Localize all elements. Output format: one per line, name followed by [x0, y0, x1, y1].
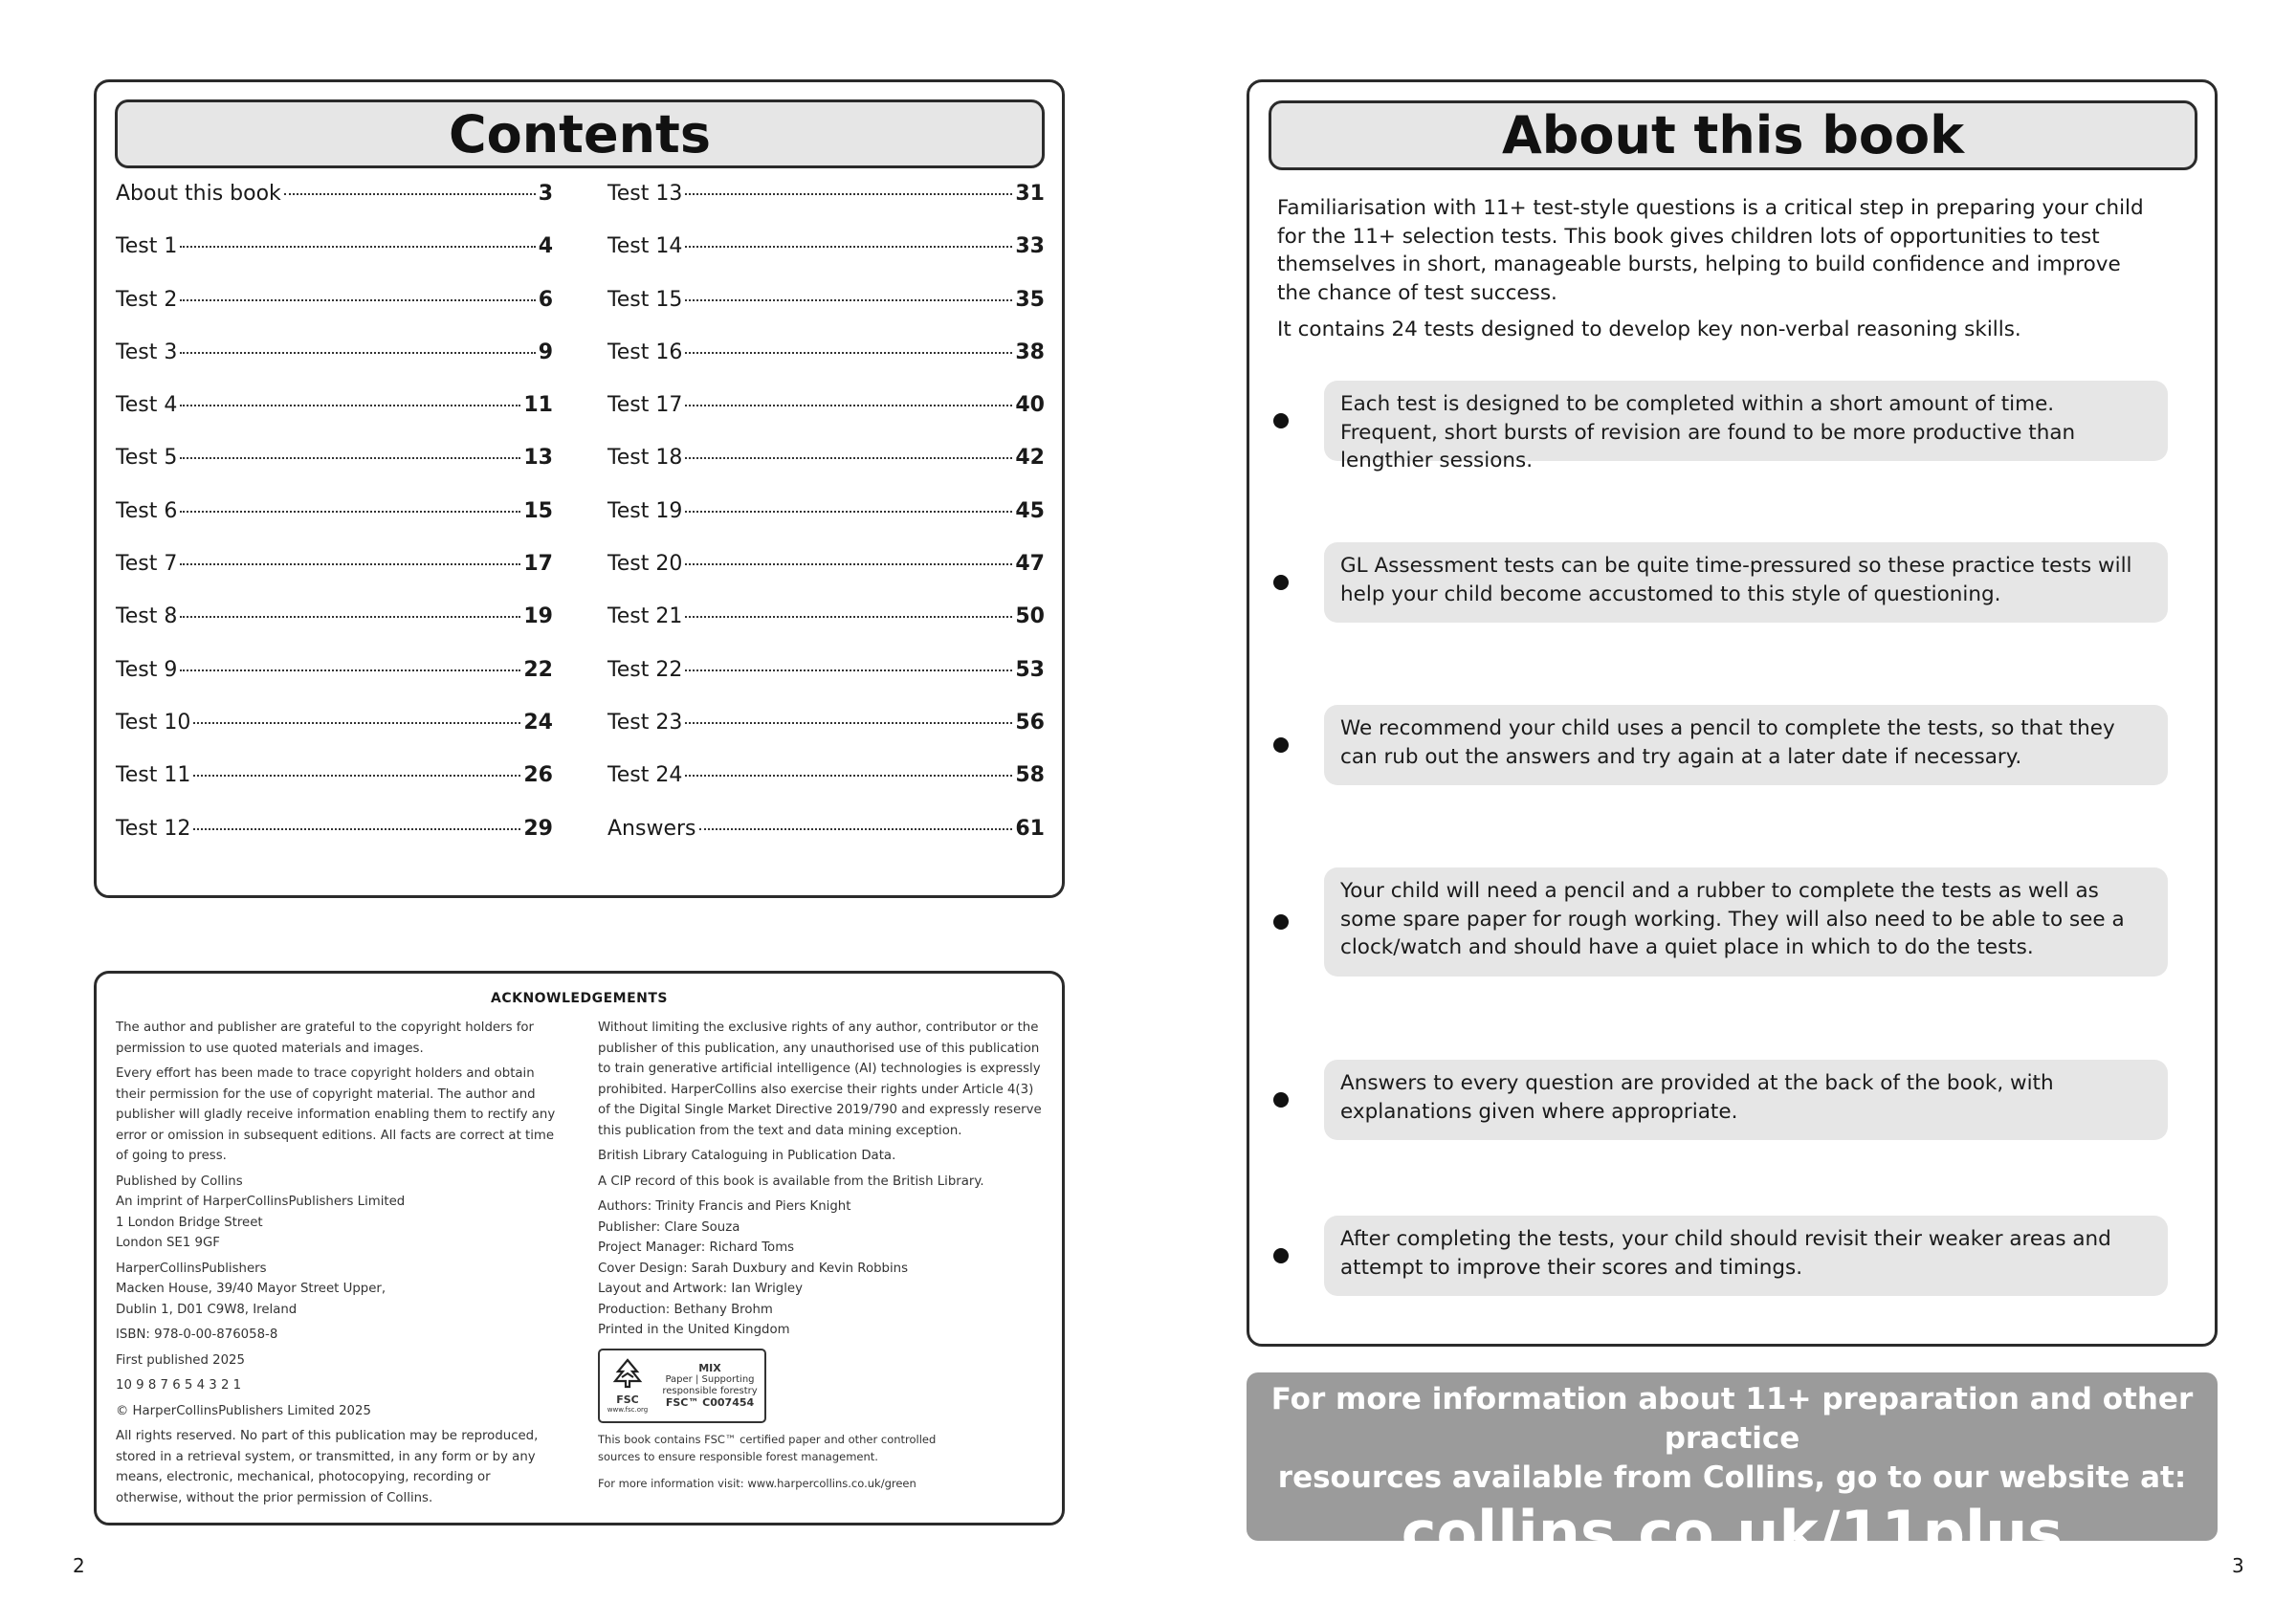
toc-entry-page: 38 [1015, 340, 1045, 364]
toc-entry[interactable] [607, 340, 1045, 393]
fsc-logo-text: FSC [616, 1393, 639, 1406]
toc-entry-label: Test 24 [607, 763, 683, 788]
about-contains: It contains 24 tests designed to develop key non-verbal reasoning skills. [1277, 318, 2021, 341]
toc-entry-page: 40 [1015, 393, 1045, 418]
toc-entry-page: 35 [1015, 287, 1045, 312]
toc-leader-dots [685, 457, 1012, 459]
toc-leader-dots [685, 775, 1012, 777]
toc-entry[interactable] [607, 393, 1045, 446]
toc-entry[interactable] [116, 288, 553, 340]
ack-paragraph: First published 2025 [116, 1352, 245, 1368]
fsc-line2: responsible forestry [662, 1385, 758, 1396]
toc-entry-page: 13 [523, 446, 553, 471]
more-info-link[interactable]: For more information visit: www.harpercollins.co.uk/green [598, 1476, 916, 1490]
toc-entry[interactable] [116, 234, 553, 287]
bullet-dot-icon [1273, 1092, 1289, 1108]
toc-entry-label: Test 12 [116, 816, 191, 841]
toc-leader-dots [193, 828, 520, 830]
toc-entry-page: 6 [538, 287, 553, 312]
toc-entry-label: Test 21 [607, 604, 683, 629]
about-bullet: GL Assessment tests can be quite time-pressured so these practice tests will help your child become accustomed to this style of questioning. [1324, 542, 2168, 623]
toc-entry[interactable] [607, 288, 1045, 340]
toc-entry[interactable] [607, 658, 1045, 711]
toc-entry[interactable] [116, 604, 553, 657]
toc-entry-page: 29 [523, 816, 553, 841]
toc-entry-label: Test 18 [607, 446, 683, 471]
toc-leader-dots [193, 775, 520, 777]
toc-entry-label: About this book [116, 182, 281, 206]
toc-leader-dots [685, 669, 1012, 671]
fsc-logo [598, 1349, 766, 1423]
toc-entry-label: Test 20 [607, 552, 683, 577]
toc-leader-dots [180, 352, 535, 354]
toc-entry-page: 53 [1015, 657, 1045, 682]
toc-entry-page: 50 [1015, 604, 1045, 629]
toc-entry-page: 3 [538, 182, 553, 206]
toc-entry-page: 47 [1015, 552, 1045, 577]
toc-leader-dots [180, 616, 520, 618]
toc-leader-dots [193, 722, 520, 724]
toc-entry-label: Test 16 [607, 340, 683, 364]
toc-entry-label: Test 2 [116, 287, 178, 312]
toc-entry[interactable] [116, 817, 553, 869]
toc-leader-dots [180, 457, 520, 459]
page-number-left: 2 [73, 1554, 85, 1577]
ack-paragraph: Authors: Trinity Francis and Piers Knight Publisher: Clare Souza Project Manager: Richard Toms Cover Design: Sarah Duxbury and Kevin Robbins Layout and Artwork: Ian Wrigley Production: Bethany Brohm Printed in the United Kingdom [598, 1199, 909, 1337]
about-intro: Familiarisation with 11+ test-style questions is a critical step in preparing your child for the 11+ selection tests. This book gives children lots of opportunities to test themselves in short, manageable bursts, helping to build confidence and improve the chance of test success. [1277, 196, 2144, 305]
ack-paragraph: A CIP record of this book is available from the British Library. [598, 1174, 984, 1189]
toc-entry-label: Test 15 [607, 287, 683, 312]
toc-entry-page: 31 [1015, 182, 1045, 206]
promo-banner [1247, 1372, 2218, 1568]
toc-entry-label: Test 6 [116, 498, 178, 523]
toc-entry-page: 15 [523, 498, 553, 523]
toc-entry[interactable] [607, 604, 1045, 657]
bullet-dot-icon [1273, 575, 1289, 590]
fsc-tree-icon [600, 1350, 655, 1421]
acknowledgements-title: ACKNOWLEDGEMENTS [490, 991, 669, 1006]
toc-leader-dots [685, 352, 1012, 354]
toc-entry[interactable] [116, 552, 553, 604]
toc-entry-label: Test 3 [116, 340, 178, 364]
toc-entry-page: 11 [523, 393, 553, 418]
about-bullet: After completing the tests, your child should revisit their weaker areas and attempt to improve their scores and timings. [1324, 1216, 2168, 1296]
toc-entry-label: Test 4 [116, 393, 178, 418]
ack-paragraph: All rights reserved. No part of this publication may be reproduced, stored in a retrieval system, or transmitted, in any form or by any means, electronic, mechanical, photocopying, recording or otherwise, without the prior permission of Collins. [116, 1429, 539, 1505]
toc-entry-page: 24 [523, 710, 553, 735]
ack-paragraph: Without limiting the exclusive rights of any author, contributor or the publisher of this publication, any unauthorised use of this publication to train generative artificial intelligence (AI) technologies is expressly prohibited. HarperCollins also exercise their rights under Article 4(3) of the Digital Single Market Directive 2019/790 and expressly reserve this publication from the text and data mining exception. [598, 1020, 1042, 1138]
toc-entry[interactable] [607, 499, 1045, 552]
toc-entry-label: Test 5 [116, 446, 178, 471]
fsc-line1: Paper | Supporting [665, 1373, 755, 1385]
ack-paragraph: ISBN: 978-0-00-876058-8 [116, 1328, 278, 1342]
about-bullet: We recommend your child uses a pencil to complete the tests, so that they can rub out the answers and try again at a later date if necessary. [1324, 705, 2168, 785]
toc-entry-label: Test 8 [116, 604, 178, 629]
toc-entry-label: Test 7 [116, 552, 178, 577]
toc-entry[interactable] [116, 446, 553, 498]
toc-leader-dots [180, 511, 520, 513]
toc-entry[interactable] [116, 711, 553, 763]
toc-leader-dots [180, 669, 520, 671]
toc-entry-page: 42 [1015, 446, 1045, 471]
bullet-dot-icon [1273, 413, 1289, 428]
toc-entry[interactable] [116, 393, 553, 446]
toc-entry-page: 4 [538, 234, 553, 259]
toc-entry-label: Test 22 [607, 657, 683, 682]
ack-left-column [116, 1018, 556, 1513]
toc-entry-page: 19 [523, 604, 553, 629]
toc-entry[interactable] [116, 340, 553, 393]
ack-paragraph: British Library Cataloguing in Publication Data. [598, 1149, 896, 1163]
toc-entry[interactable] [607, 711, 1045, 763]
toc-entry-page: 58 [1015, 763, 1045, 788]
toc-leader-dots [699, 828, 1013, 830]
toc-entry-label: Test 19 [607, 498, 683, 523]
toc-leader-dots [685, 405, 1012, 406]
toc-leader-dots [180, 405, 520, 406]
toc-entry[interactable] [607, 182, 1045, 234]
toc-entry-label: Test 17 [607, 393, 683, 418]
toc-entry-page: 22 [523, 657, 553, 682]
toc-entry-label: Test 13 [607, 182, 683, 206]
toc-leader-dots [685, 563, 1012, 565]
toc-entry[interactable] [607, 446, 1045, 498]
toc-entry[interactable] [607, 763, 1045, 816]
toc-entry[interactable] [116, 499, 553, 552]
ack-paragraph: Published by Collins An imprint of HarperCollinsPublishers Limited 1 London Bridge Street London SE1 9GF [116, 1174, 406, 1250]
fsc-code: FSC™ C007454 [665, 1395, 755, 1409]
toc-entry-page: 61 [1015, 816, 1045, 841]
ack-right-column [598, 1018, 1048, 1492]
toc-entry[interactable] [116, 763, 553, 816]
toc-entry-label: Test 10 [116, 710, 191, 735]
toc-leader-dots [180, 246, 535, 248]
toc-leader-dots [284, 193, 536, 195]
toc-leader-dots [685, 193, 1012, 195]
contents-title: Contents [115, 99, 1045, 168]
promo-url[interactable]: collins.co.uk/11plus [1401, 1498, 2064, 1568]
ack-paragraph: 10 9 8 7 6 5 4 3 2 1 [116, 1378, 242, 1393]
ack-paragraph: © HarperCollinsPublishers Limited 2025 [116, 1403, 371, 1418]
toc-entry-label: Test 1 [116, 234, 178, 259]
toc-entry-page: 45 [1015, 498, 1045, 523]
toc-entry[interactable] [607, 817, 1045, 869]
toc-entry[interactable] [116, 658, 553, 711]
fsc-logo-url: www.fsc.org [607, 1405, 649, 1414]
toc-entry-page: 33 [1015, 234, 1045, 259]
about-title: About this book [1269, 100, 2197, 170]
toc-entry-page: 17 [523, 552, 553, 577]
toc-entry-label: Test 9 [116, 657, 178, 682]
toc-left-column [116, 182, 553, 869]
toc-entry-page: 9 [538, 340, 553, 364]
ack-paragraph: Every effort has been made to trace copyright holders and obtain their permission for the use of copyright material. The author and publisher will gladly receive information enabling them to rectify any error or omission in subsequent editions. All facts are correct at time of going to press. [116, 1066, 556, 1163]
promo-line-2: resources available from Collins, go to our website at: [1277, 1460, 2187, 1495]
promo-line-1: For more information about 11+ preparation and other practice [1270, 1382, 2194, 1456]
about-bullet: Each test is designed to be completed within a short amount of time. Frequent, short bursts of revision are found to be more productive than lengthier sessions. [1324, 381, 2168, 461]
toc-leader-dots [685, 722, 1012, 724]
toc-leader-dots [685, 299, 1012, 301]
fsc-note: This book contains FSC™ certified paper and other controlled sources to ensure responsible forest management. [598, 1432, 937, 1463]
bullet-dot-icon [1273, 737, 1289, 753]
toc-entry[interactable] [607, 552, 1045, 604]
acknowledgements-panel [94, 971, 1065, 1525]
bullet-dot-icon [1273, 914, 1289, 930]
page-number-right: 3 [2232, 1554, 2244, 1577]
toc-entry[interactable] [607, 234, 1045, 287]
toc-entry-label: Answers [607, 816, 696, 841]
ack-paragraph: The author and publisher are grateful to the copyright holders for permission to use quoted materials and images. [116, 1020, 535, 1056]
ack-paragraph: HarperCollinsPublishers Macken House, 39/40 Mayor Street Upper, Dublin 1, D01 C9W8, Ireland [116, 1261, 386, 1317]
bullet-dot-icon [1273, 1248, 1289, 1263]
toc-entry-label: Test 14 [607, 234, 683, 259]
toc-leader-dots [685, 246, 1012, 248]
toc-leader-dots [685, 616, 1012, 618]
toc-entry-label: Test 23 [607, 710, 683, 735]
toc-entry-label: Test 11 [116, 763, 191, 788]
toc-right-column [607, 182, 1045, 869]
toc-leader-dots [685, 511, 1012, 513]
toc-leader-dots [180, 299, 535, 301]
about-bullet: Your child will need a pencil and a rubber to complete the tests as well as some spare paper for rough working. They will also need to be able to see a clock/watch and should have a quiet place in which to do the tests. [1324, 867, 2168, 977]
fsc-mix: MIX [698, 1361, 721, 1374]
toc-entry[interactable] [116, 182, 553, 234]
about-bullet: Answers to every question are provided at the back of the book, with explanations given where appropriate. [1324, 1060, 2168, 1140]
toc-entry-page: 26 [523, 763, 553, 788]
toc-entry-page: 56 [1015, 710, 1045, 735]
toc-leader-dots [180, 563, 520, 565]
